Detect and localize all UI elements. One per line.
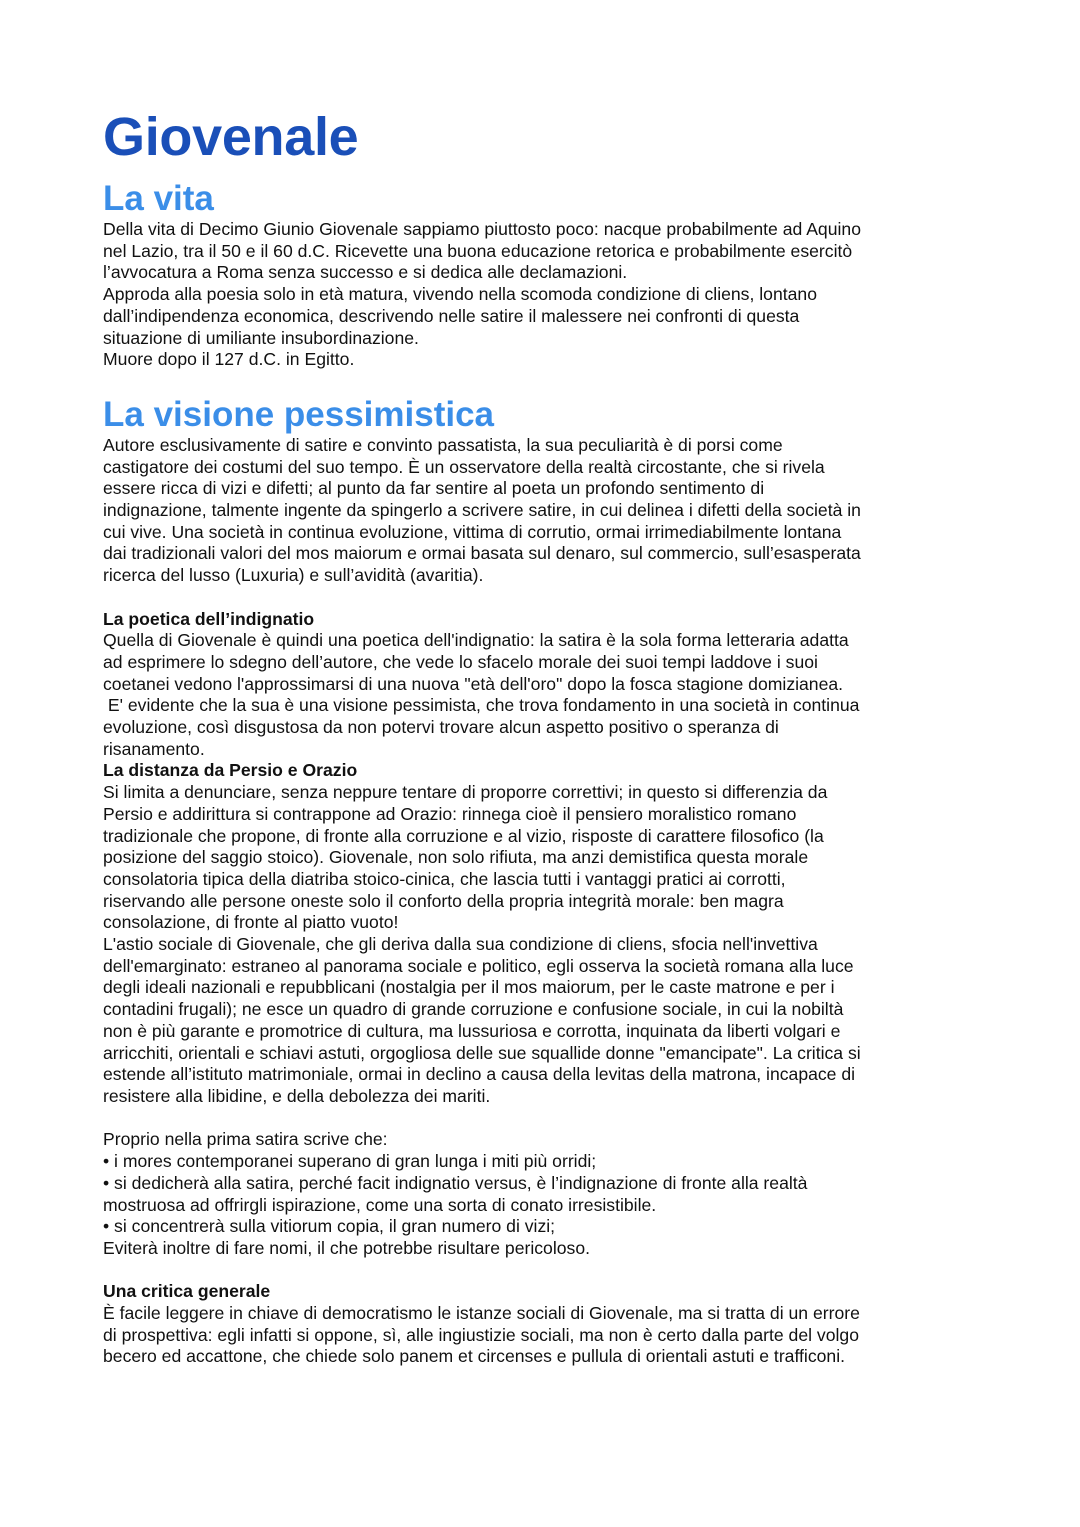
text-line: dai tradizionali valori del mos maiorum e ormai basata sul denaro, sul commercio, sull’esasperata (103, 543, 861, 564)
text-line: Quella di Giovenale è quindi una poetica dell'indignatio: la satira è la sola forma letteraria adatta (103, 630, 849, 651)
subheading-distanza: La distanza da Persio e Orazio (103, 760, 358, 781)
page-title: Giovenale (103, 107, 359, 167)
bullet-item: • si dedicherà alla satira, perché facit indignatio versus, è l’indignazione di fronte alla realtà (103, 1172, 808, 1193)
text-line: Proprio nella prima satira scrive che: (103, 1129, 388, 1150)
text-line: indignazione, talmente ingente da spingerlo a scrivere satire, in cui delinea i difetti della società in (103, 500, 861, 521)
text-line: ad esprimere lo sdegno dell’autore, che vede lo sfacelo morale dei suoi tempi laddove i suoi (103, 651, 818, 672)
text-line: mostruosa ad offrirgli ispirazione, come una sorta di conato irresistibile. (103, 1194, 657, 1215)
paragraph-visione (103, 435, 1003, 587)
text-line: riservando alle persone oneste solo il conforto della propria integrità morale: ben magra (103, 890, 784, 911)
paragraph-gap (103, 1260, 1003, 1282)
text-line: Muore dopo il 127 d.C. in Egitto. (103, 349, 355, 370)
paragraph-gap (103, 587, 1003, 609)
bullet-item: • i mores contemporanei superano di gran lunga i miti più orridi; (103, 1151, 597, 1172)
text-line: Della vita di Decimo Giunio Giovenale sappiamo piuttosto poco: nacque probabilmente ad Aquino (103, 219, 861, 239)
section-heading-vita: La vita (103, 179, 214, 218)
text-line: dell'emarginato: estraneo al panorama sociale e politico, egli osserva la società romana alla luce (103, 955, 854, 976)
text-line: ricerca del lusso (Luxuria) e sull’avidità (avaritia). (103, 565, 484, 586)
text-line: l’avvocatura a Roma senza successo e si dedica alle declamazioni. (103, 262, 628, 283)
text-line: Eviterà inoltre di fare nomi, il che potrebbe risultare pericoloso. (103, 1237, 590, 1258)
text-line: castigatore dei costumi del suo tempo. È un osservatore della realtà circostante, che si rivela (103, 456, 825, 477)
text-line: E' evidente che la sua è una visione pessimista, che trova fondamento in una società in continua (103, 695, 860, 716)
text-line: risanamento. (103, 738, 205, 759)
text-line: Si limita a denunciare, senza neppure tentare di proporre correttivi; in questo si differenzia da (103, 782, 828, 803)
text-line: situazione di umiliante insubordinazione. (103, 327, 419, 348)
text-line: posizione del saggio stoico). Giovenale, non solo rifiuta, ma anzi demistifica questa morale (103, 847, 809, 868)
text-line: essere ricca di vizi e difetti; al punto da far sentire al poeta un profondo sentimento di (103, 478, 765, 499)
text-line: becero ed accattone, che chiede solo panem et circenses e pullula di orientali astuti e trafficoni. (103, 1346, 845, 1367)
section-heading-visione: La visione pessimistica (103, 394, 495, 434)
text-line: tradizionale che propone, di fronte alla corruzione e al vizio, risposte di carattere filosofico (la (103, 825, 824, 846)
subheading-poetica: La poetica dell’indignatio (103, 608, 315, 629)
text-line: resistere alla libidine, e della debolezza dei mariti. (103, 1086, 491, 1106)
bullet-item: • si concentrerà sulla vitiorum copia, il gran numero di vizi; (103, 1216, 556, 1237)
text-line: non è più garante e promotrice di cultura, ma lussuriosa e corrotta, inquinata da liberti volgari e (103, 1020, 841, 1041)
text-line: estende all’istituto matrimoniale, ormai in declino a causa della levitas della matrona, incapace di (103, 1064, 856, 1085)
text-line: L'astio sociale di Giovenale, che gli deriva dalla sua condizione di cliens, sfocia nell'invettiva (103, 934, 818, 955)
subheading-critica: Una critica generale (103, 1281, 271, 1302)
text-line: di prospettiva: egli infatti si oppone, sì, alle ingiustizie sociali, ma non è certo dalla parte del volgo (103, 1324, 859, 1345)
text-line: cui vive. Una società in continua evoluzione, vittima di corrutio, ormai irrimediabilmente lontana (103, 521, 842, 542)
paragraph-poetica (103, 630, 1003, 760)
text-line: contadini frugali); ne esce un quadro di grande corruzione e confusione sociale, in cui la nobiltà (103, 999, 844, 1020)
text-line: Autore esclusivamente di satire e convinto passatista, la sua peculiarità è di porsi come (103, 434, 783, 455)
text-line: Persio e addirittura si contrappone ad Orazio: rinnega cioè il pensiero moralistico romano (103, 803, 797, 824)
document-page (103, 105, 1003, 1368)
text-line: nel Lazio, tra il 50 e il 60 d.C. Ricevette una buona educazione retorica e probabilmente esercitò (103, 240, 853, 261)
text-line: arricchiti, orientali e schiavi astuti, orgogliosa delle sue squallide donne "emancipate". La critica si (103, 1042, 861, 1063)
text-line: coetanei vedono l'approssimarsi di una nuova "età dell'oro" dopo la fosca stagione domizianea. (103, 673, 844, 694)
text-line: dall’indipendenza economica, descrivendo nelle satire il malessere nei confronti di questa (103, 305, 800, 326)
paragraph-distanza (103, 782, 1003, 1108)
text-line: consolazione, di fronte al piatto vuoto! (103, 912, 399, 933)
paragraph-gap (103, 1108, 1003, 1130)
paragraph-critica (103, 1303, 1003, 1368)
text-line: Approda alla poesia solo in età matura, vivendo nella scomoda condizione di cliens, lontano (103, 284, 817, 305)
text-line: consolatoria tipica della diatriba stoico-cinica, che lascia tutti i vantaggi pratici ai corrotti, (103, 868, 786, 889)
text-line: degli ideali nazionali e repubblicani (nostalgia per il mos maiorum, per le caste matrone e per i (103, 977, 835, 998)
paragraph-prima-satira (103, 1129, 1003, 1259)
text-line: È facile leggere in chiave di democratismo le istanze sociali di Giovenale, ma si tratta di un errore (103, 1303, 860, 1323)
text-line: evoluzione, così disgustosa da non potervi trovare alcun aspetto positivo o speranza di (103, 717, 779, 738)
paragraph-vita (103, 219, 1003, 371)
